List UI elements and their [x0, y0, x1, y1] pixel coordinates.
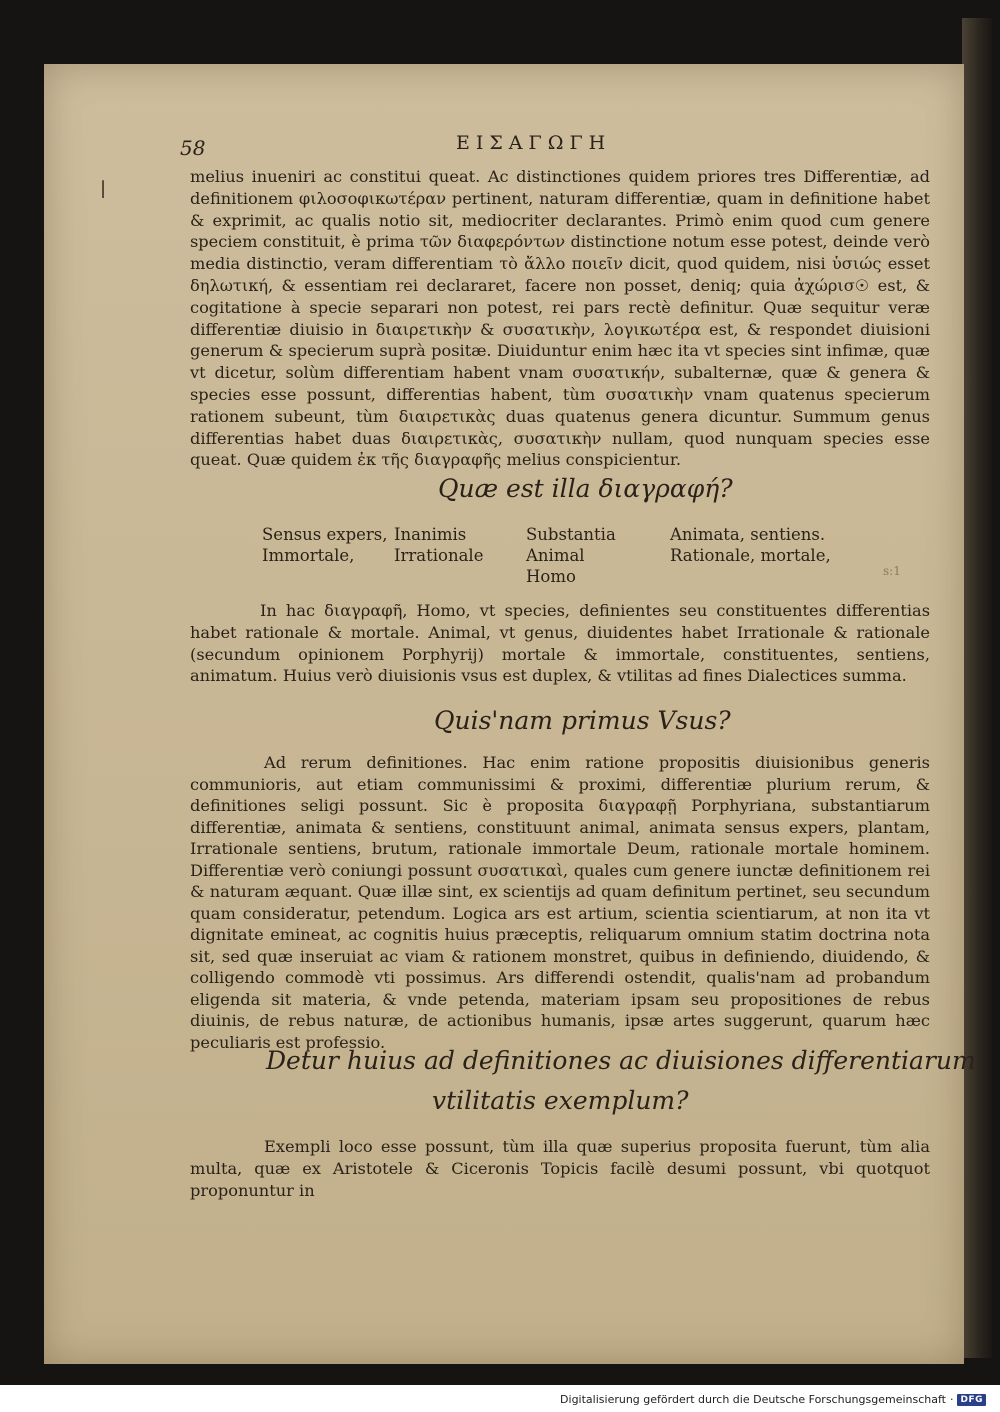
diagram-cell: Inanimis	[394, 525, 467, 544]
paragraph-3	[190, 752, 930, 1053]
stray-mark: s:1	[883, 564, 901, 578]
running-head: ΕΙΣΑΓΩΓΗ	[456, 132, 612, 154]
paragraph-1-text: melius inueniri ac constitui queat. Ac distinctiones quidem priores tres Differentiæ, ad definitionem φιλοσοφικωτέραν pertinent, naturam differentiæ, quam in definitione habet & exprimit, ac qualis notio sit, mediocriter declarantes. Primò enim quod cum genere speciem constituit, è prima τῶν διαφερόντων distinctione notum esse potest, deinde verò media distinctio, veram differentiam τὸ ἄλλο ποιεῖν dicit, quod quidem, nisi ὑσιώς esset δηλωτική, & essentiam rei declararet, facere non posset, deniq; quia ἀχώρισ☉ est, & cogitatione à specie separari non potest, rei pars rectè definitur. Quæ sequitur veræ differentiæ diuisio in διαιρετικὴν & συσατικὴν, λογικωτέρα est, & respondet diuisioni generum & specierum suprà positæ. Diuiduntur enim hæc ita vt species sint infimæ, quæ vt dicetur, solùm differentiam habent vnam συσατικήν, subalternæ, quæ & genera & species esse possunt, differentias habent, tùm συσατικὴν vnam quatenus specierum rationem subeunt, tùm διαιρετικὰς duas quatenus genera dicuntur. Summum genus differentias habet duas διαιρετικὰς, συσατικὴν nullam, quod nunquam species esse queat. Quæ quidem ἐκ τῆς διαγραφῆς melius conspicientur.	[190, 167, 930, 470]
page-number: 58	[180, 136, 206, 160]
adjacent-page-edge	[962, 18, 992, 1358]
paragraph-1	[190, 166, 930, 471]
paragraph-2	[190, 600, 930, 687]
question-heading-3-line-1: Detur huius ad definitiones ac diuisiones differentiarum	[266, 1046, 976, 1075]
diagram-column-2	[394, 524, 483, 566]
diagram-column-1	[262, 524, 388, 566]
question-heading-2: Quis'nam primus Vsus?	[434, 706, 731, 735]
footer-text: Digitalisierung gefördert durch die Deutsche Forschungsgemeinschaft	[560, 1393, 946, 1406]
question-heading-3-line-2: vtilitatis exemplum?	[432, 1086, 689, 1115]
diagram-column-3	[526, 524, 616, 587]
margin-mark: |	[100, 178, 107, 199]
diagram-cell: Homo	[526, 567, 576, 586]
diagram-cell: Substantia	[526, 525, 616, 544]
paragraph-4	[190, 1136, 930, 1201]
diagram-cell: Rationale, mortale,	[670, 546, 831, 565]
footer-separator: ·	[949, 1393, 954, 1406]
digitization-footer	[560, 1393, 986, 1406]
paragraph-4-text: Exempli loco esse possunt, tùm illa quæ superius proposita fuerunt, tùm alia multa, quæ ex Aristotele & Ciceronis Topicis facilè desumi possunt, vbi quotquot proponuntur in	[190, 1137, 930, 1200]
diagram-cell: Animata, sentiens.	[670, 525, 826, 544]
dfg-logo: DFG	[957, 1394, 986, 1406]
diagram-cell: Irrationale	[394, 546, 484, 565]
diagram-cell: Immortale,	[262, 546, 355, 565]
page-header	[180, 128, 940, 160]
diagram-cell: Sensus expers,	[262, 525, 388, 544]
porphyrian-tree-diagram	[262, 524, 902, 594]
diagram-cell: Animal	[526, 546, 585, 565]
diagram-column-4	[670, 524, 831, 566]
paragraph-2-text: In hac διαγραφῆ, Homo, vt species, definientes seu constituentes differentias habet rationale & mortale. Animal, vt genus, diuidentes habet Irrationale & rationale (secundum opinionem Porphyrij) mortale & immortale, constituentes, sentiens, animatum. Huius verò diuisionis vsus est duplex, & vtilitas ad fines Dialectices summa.	[190, 601, 930, 686]
question-heading-1: Quæ est illa διαγραφή?	[438, 474, 733, 503]
paragraph-3-text: Ad rerum definitiones. Hac enim ratione propositis diuisionibus generis communioris, aut etiam communissimi & proximi, differentiæ plurium rerum, & definitiones seligi possunt. Sic è proposita διαγραφῇ Porphyriana, substantiarum differentiæ, animata & sentiens, constituunt animal, animata sensus expers, plantam, Irrationale sentiens, brutum, rationale immortale Deum, rationale mortale hominem. Differentiæ verò coniungi possunt συσατικαὶ, quales cum genere iunctæ definitionem rei & naturam æquant. Quæ illæ sint, ex scientijs ad quam definitum pertinet, seu secundum quam consideratur, petendum. Logica ars est artium, scientia scientiarum, at non ita vt dignitate emineat, ac cognitis huius præceptis, reliquarum omnium statim doctrina nota sit, sed quæ inseruiat ac viam & rationem monstret, quibus in definiendo, diuidendo, & colligendo commodè vti possimus. Ars differendi ostendit, qualis'nam ad probandum eligenda sit materia, & vnde petenda, materiam ipsam seu propositiones de rebus diuinis, de rebus naturæ, de actionibus humanis, ipsæ artes suggerunt, quarum hæc peculiaris est professio.	[190, 753, 930, 1052]
